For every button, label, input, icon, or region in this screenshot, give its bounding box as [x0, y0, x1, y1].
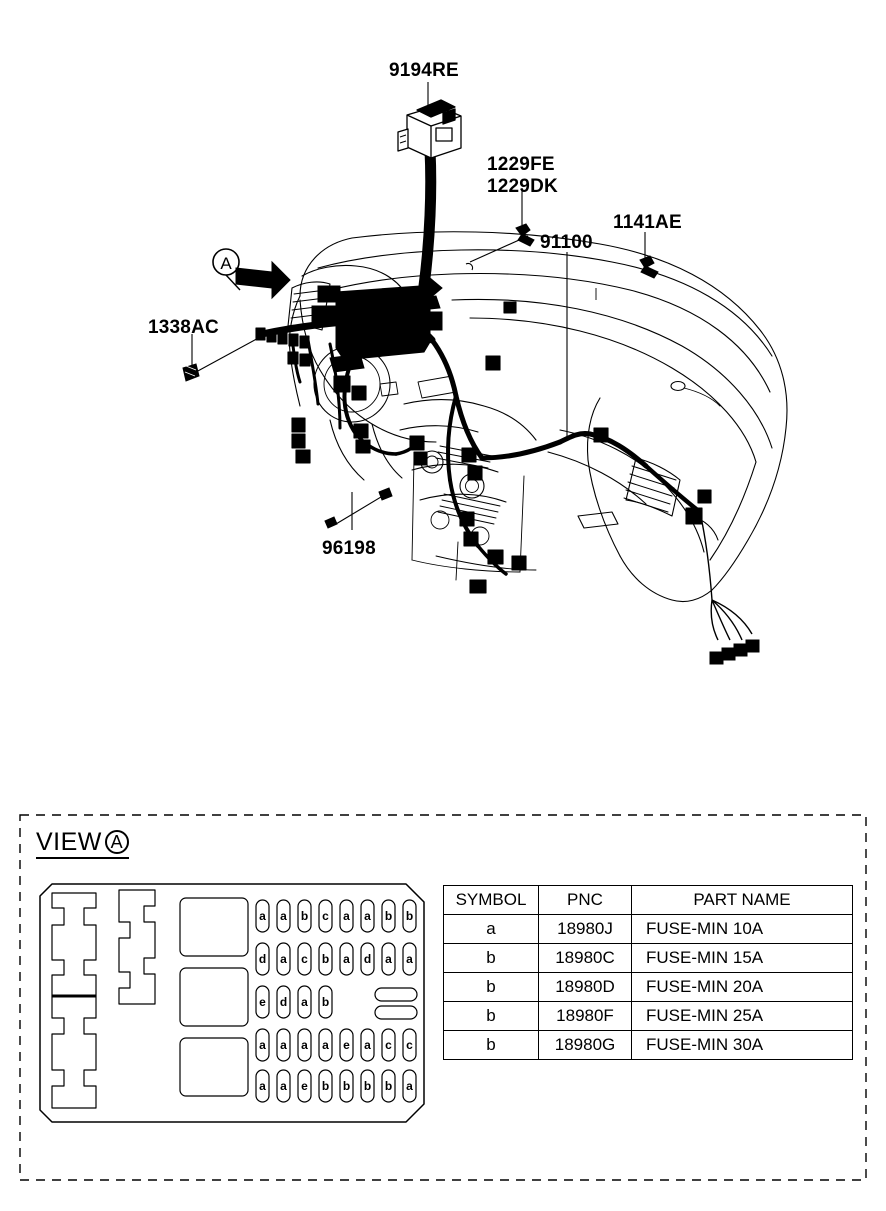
callout-1338ac: 1338AC: [148, 317, 219, 338]
cell-symbol: b: [444, 973, 539, 1002]
cell-part_name: FUSE-MIN 10A: [632, 915, 853, 944]
callout-9194re: 9194RE: [389, 60, 459, 81]
cell-symbol: b: [444, 1031, 539, 1060]
fuse-slot-letter: b: [321, 995, 330, 1009]
fuse-slot-letter: a: [280, 1038, 287, 1052]
cell-part_name: FUSE-MIN 15A: [632, 944, 853, 973]
fuse-slot-letter: b: [384, 909, 393, 923]
fuse-slot-letter: b: [321, 1079, 330, 1093]
fuse-slot-letter: e: [301, 1079, 308, 1093]
table-header-row: [444, 886, 853, 915]
cell-pnc: 18980D: [539, 973, 632, 1002]
fuse-slot-letter: a: [406, 1079, 413, 1093]
cell-pnc: 18980J: [539, 915, 632, 944]
cell-symbol: b: [444, 1002, 539, 1031]
callout-1229fe: 1229FE: [487, 154, 555, 175]
fuse-slot-letter: c: [406, 1038, 413, 1052]
fuse-slot-letter: e: [343, 1038, 350, 1052]
column-header-symbol: SYMBOL: [444, 886, 539, 915]
fuse-slot-letter: e: [259, 995, 266, 1009]
fuse-slot-letter: a: [259, 1038, 266, 1052]
fuse-slot-letter: d: [279, 995, 288, 1009]
cell-part_name: FUSE-MIN 20A: [632, 973, 853, 1002]
fuse-slot-letter: d: [363, 952, 372, 966]
view-a-label: VIEW: [36, 828, 102, 856]
view-a-heading: [36, 829, 129, 859]
fuse-slot-letter: b: [405, 909, 414, 923]
table-row: [444, 915, 853, 944]
fuse-slot-letter: c: [322, 909, 329, 923]
table-row: [444, 973, 853, 1002]
view-a-marker: A: [105, 830, 129, 854]
fuse-slot-letter: b: [321, 952, 330, 966]
fuse-slot-letter: a: [343, 952, 350, 966]
fuse-slot-letter: a: [280, 1079, 287, 1093]
fuse-slot-letter: a: [301, 995, 308, 1009]
cell-symbol: b: [444, 944, 539, 973]
callout-91100: 91100: [540, 232, 593, 253]
fuse-slot-letter: a: [343, 909, 350, 923]
cell-pnc: 18980C: [539, 944, 632, 973]
fuse-slot-letter: a: [322, 1038, 329, 1052]
fuse-slot-letter: a: [301, 1038, 308, 1052]
fuse-slot-letter: c: [385, 1038, 392, 1052]
cell-part_name: FUSE-MIN 25A: [632, 1002, 853, 1031]
table-row: [444, 1002, 853, 1031]
fuse-slot-letter: a: [364, 909, 371, 923]
cell-pnc: 18980G: [539, 1031, 632, 1060]
fuse-slot-letter: b: [363, 1079, 372, 1093]
table-row: [444, 1031, 853, 1060]
callout-1141ae: 1141AE: [613, 212, 682, 233]
fuse-slot-letter: b: [300, 909, 309, 923]
cell-part_name: FUSE-MIN 30A: [632, 1031, 853, 1060]
fuse-slot-letter: b: [342, 1079, 351, 1093]
cell-symbol: a: [444, 915, 539, 944]
callout-1229dk: 1229DK: [487, 176, 558, 197]
cell-pnc: 18980F: [539, 1002, 632, 1031]
fuse-slot-letter: c: [301, 952, 308, 966]
fuse-spec-table: [443, 885, 853, 1060]
fuse-slot-letter: a: [385, 952, 392, 966]
fuse-slot-letter: a: [259, 1079, 266, 1093]
table-row: [444, 944, 853, 973]
fuse-slot-letter: a: [406, 952, 413, 966]
callout-96198: 96198: [322, 538, 376, 559]
fuse-slot-letter: a: [280, 909, 287, 923]
fuse-slot-letter: a: [259, 909, 266, 923]
column-header-part-name: PART NAME: [632, 886, 853, 915]
column-header-pnc: PNC: [539, 886, 632, 915]
fuse-slot-letter: a: [280, 952, 287, 966]
fuse-slot-letter: b: [384, 1079, 393, 1093]
fuse-slot-letter: d: [258, 952, 267, 966]
svg-text:A: A: [220, 254, 232, 273]
fuse-slot-letter: a: [364, 1038, 371, 1052]
